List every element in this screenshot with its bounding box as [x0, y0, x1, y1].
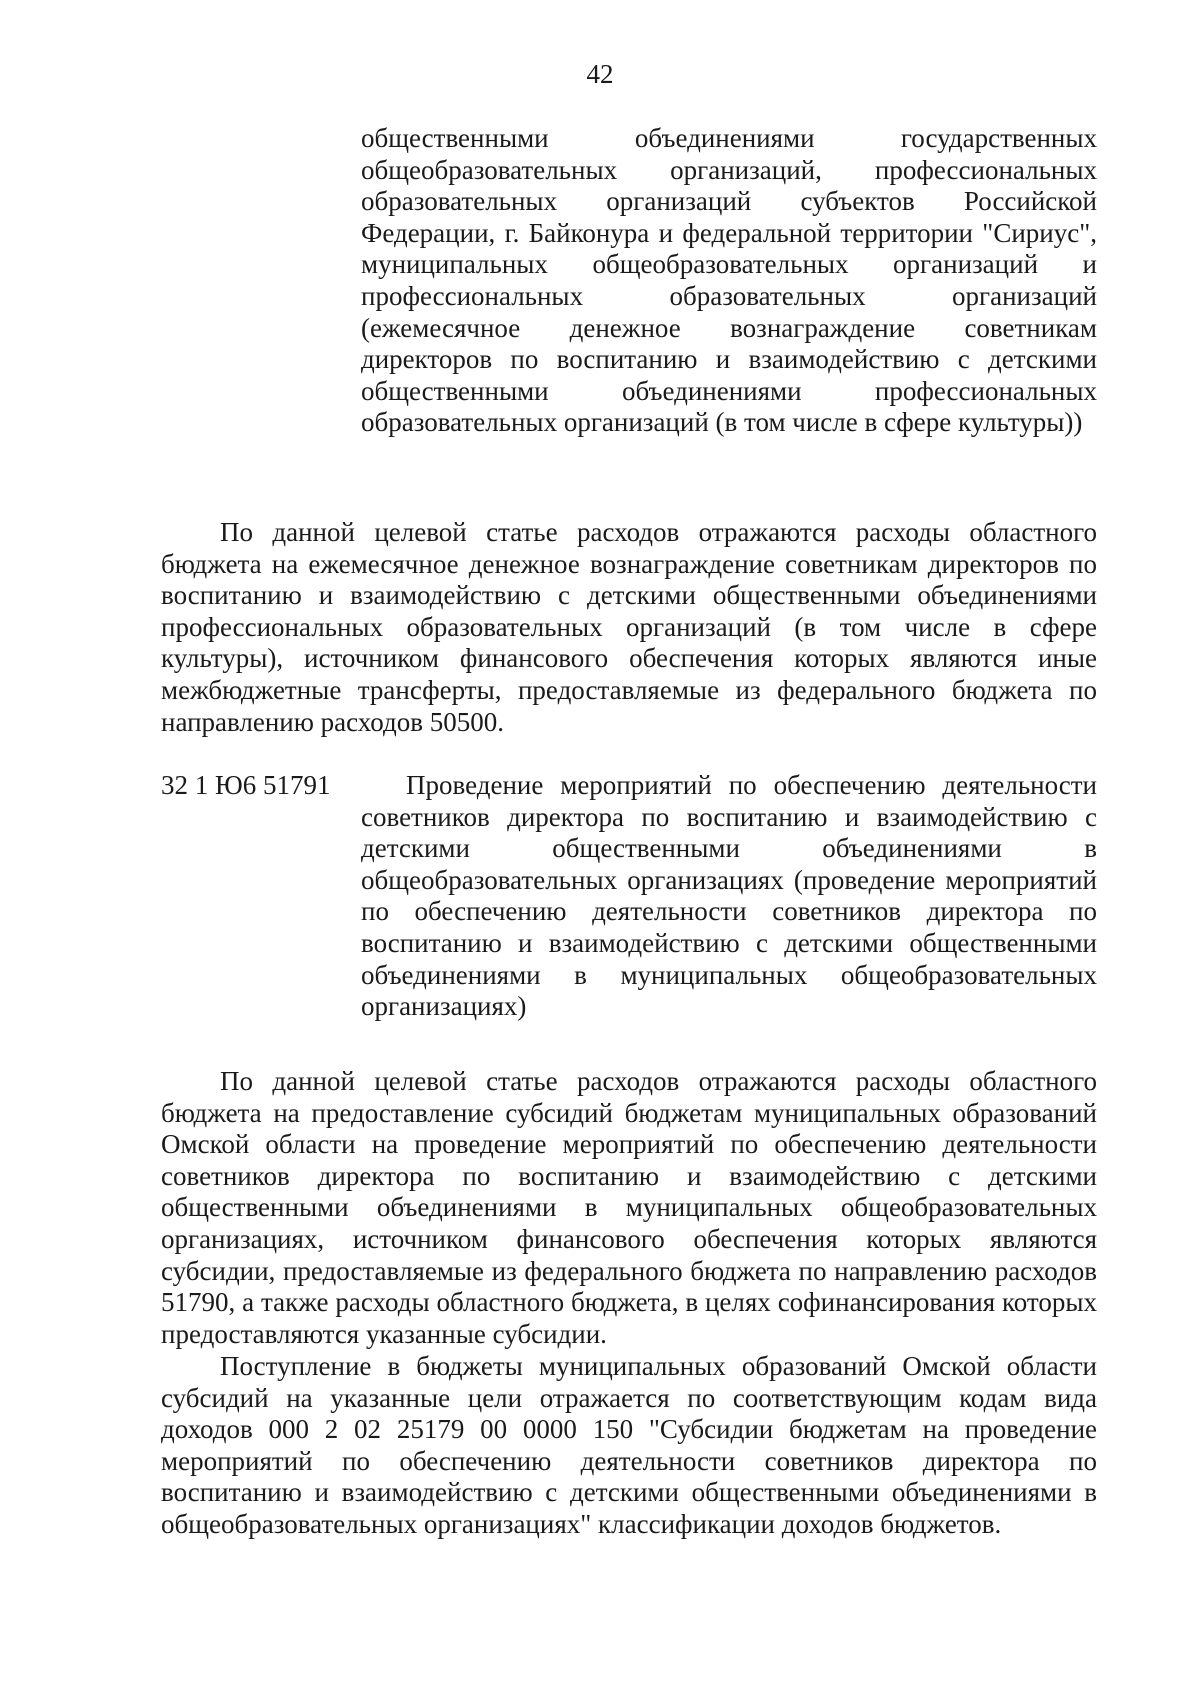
- target-article-description: Проведение мероприятий по обеспечению деятельности советников директора по воспитанию и взаимодействию с детскими общественными объединениями в общеобразовательных организациях (проведение мероприятий по обеспечению деятельности советников директора по воспитанию и взаимодействию с детскими общественными объединениями в муниципальных общеобразовательных организациях): [361, 770, 1097, 1022]
- page-number: 42: [586, 59, 614, 89]
- paragraph-revenue-codes: Поступление в бюджеты муниципальных образований Омской области субсидий на указанные цели отражается по соответствующим кодам вида доходов 000 2 02 25179 00 0000 150 "Субсидии бюджетам на проведение мероприятий по обеспечению деятельности советников директора по воспитанию и взаимодействию с детскими общественными объединениями в общеобразовательных организациях" классификации доходов бюджетов.: [161, 1351, 1097, 1539]
- paragraph-expenses-51790: По данной целевой статье расходов отражаются расходы областного бюджета на предоставление субсидий бюджетам муниципальных образований Омской области на проведение мероприятий по обеспечению деятельности советников директора по воспитанию и взаимодействию с детскими общественными объединениями в муниципальных общеобразовательных организациях, источником финансового обеспечения которых являются субсидии, предоставляемые из федерального бюджета по направлению расходов 51790, а также расходы областного бюджета, в целях софинансирования которых предоставляются указанные субсидии.: [161, 1066, 1097, 1349]
- entry-description-continued: общественными объединениями государственных общеобразовательных организаций, профессиональных образовательных организаций субъектов Российской Федерации, г. Байконура и федеральной территории "Сириус", муниципальных общеобразовательных организаций и профессиональных образовательных организаций (ежемесячное денежное вознаграждение советникам директоров по воспитанию и взаимодействию с детскими общественными объединениями профессиональных образовательных организаций (в том числе в сфере культуры)): [361, 123, 1097, 438]
- paragraph-expenses-50500: По данной целевой статье расходов отражаются расходы областного бюджета на ежемесячное денежное вознаграждение советникам директоров по воспитанию и взаимодействию с детскими общественными объединениями профессиональных образовательных организаций (в том числе в сфере культуры), источником финансового обеспечения которых являются иные межбюджетные трансферты, предоставляемые из федерального бюджета по направлению расходов 50500.: [161, 517, 1097, 737]
- target-article-code: 32 1 Ю6 51791: [161, 770, 331, 800]
